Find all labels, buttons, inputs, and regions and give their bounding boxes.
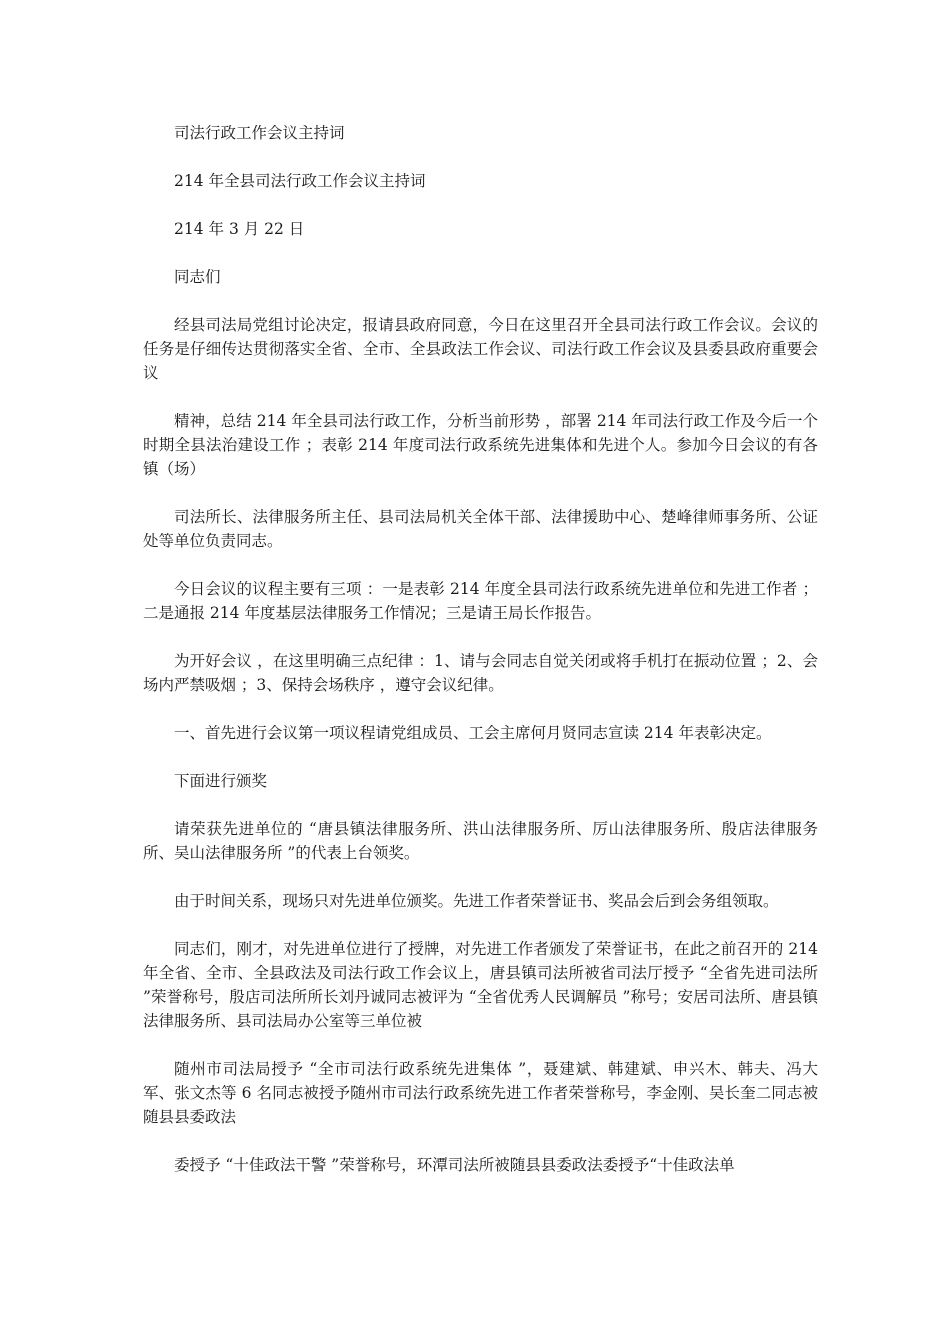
paragraph: 精神，总结 214 年全县司法行政工作，分析当前形势 ，部署 214 年司法行政工作及今后一个时期全县法治建设工作 ；表彰 214 年度司法行政系统先进集体和先进个人。参加今日会议的有各镇（场） [143, 412, 818, 478]
paragraph: 为开好会议 ，在这里明确三点纪律 ：1、请与会同志自觉关闭或将手机打在振动位置 ；2、会场内严禁吸烟 ；3、保持会场秩序 ，遵守会议纪律。 [143, 652, 818, 694]
paragraph: 请荣获先进单位的 “唐县镇法律服务所、洪山法律服务所、厉山法律服务所、殷店法律服务所、吴山法律服务所 ”的代表上台领奖。 [143, 820, 818, 862]
paragraph: 委授予 “十佳政法干警 ”荣誉称号，环潭司法所被随县县委政法委授予“十佳政法单 [174, 1156, 735, 1174]
paragraph: 同志们，刚才，对先进单位进行了授牌，对先进工作者颁发了荣誉证书，在此之前召开的 214 年全省、全市、全县政法及司法行政工作会议上，唐县镇司法所被省司法厅授予 “全省先进司法所 ”荣誉称号，殷店司法所所长刘丹诚同志被评为 “全省优秀人民调解员 ”称号；安居司法所、唐县镇法律服务所、县司法局办公室等三单位被 [143, 940, 818, 1030]
paragraph: 今日会议的议程主要有三项 ：一是表彰 214 年度全县司法行政系统先进单位和先进工作者 ；二是通报 214 年度基层法律服务工作情况；三是请王局长作报告。 [143, 580, 818, 622]
paragraph: 随州市司法局授予 “全市司法行政系统先进集体 ”，聂建斌、韩建斌、申兴木、韩夫、冯大军、张文杰等 6 名同志被授予随州市司法行政系统先进工作者荣誉称号，李金刚、吴长奎二同志被随县县委政法 [143, 1060, 818, 1126]
document-title: 司法行政工作会议主持词 [174, 124, 345, 142]
paragraph: 由于时间关系，现场只对先进单位颁奖。先进工作者荣誉证书、奖品会后到会务组领取。 [174, 892, 779, 910]
document-subtitle: 214 年全县司法行政工作会议主持词 [174, 172, 426, 190]
document-date: 214 年 3 月 22 日 [174, 220, 305, 238]
paragraph: 司法所长、法律服务所主任、县司法局机关全体干部、法律援助中心、楚峰律师事务所、公证处等单位负责同志。 [143, 508, 818, 550]
paragraph: 经县司法局党组讨论决定，报请县政府同意，今日在这里召开全县司法行政工作会议。会议的任务是仔细传达贯彻落实全省、全市、全县政法工作会议、司法行政工作会议及县委县政府重要会议 [143, 316, 818, 382]
paragraph: 下面进行颁奖 [174, 772, 268, 790]
document-body [143, 121, 818, 1201]
paragraph: 一、首先进行会议第一项议程请党组成员、工会主席何月贤同志宣读 214 年表彰决定。 [174, 724, 772, 742]
salutation: 同志们 [174, 268, 221, 286]
